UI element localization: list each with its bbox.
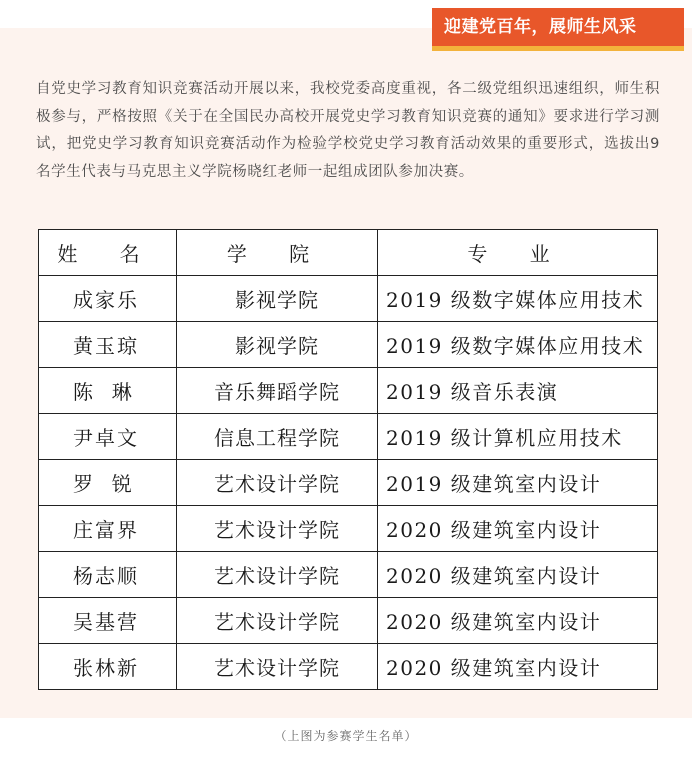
cell-college: 影视学院 — [177, 322, 378, 368]
cell-college: 影视学院 — [177, 276, 378, 322]
intro-paragraph: 自党史学习教育知识竞赛活动开展以来，我校党委高度重视，各二级党组织迅速组织，师生积极参与，严格按照《关于在全国民办高校开展党史学习教育知识竞赛的通知》要求进行学习测试，把党史学习教育知识竞赛活动作为检验学校党史学习教育活动效果的重要形式，选拔出9名学生代表与马克思主义学院杨晓红老师一起组成团队参加决赛。 — [36, 81, 660, 180]
table-row — [39, 506, 658, 552]
header-college: 学 院 — [177, 230, 378, 276]
cell-name: 罗 锐 — [39, 460, 177, 506]
cell-name: 陈 琳 — [39, 368, 177, 414]
cell-college: 信息工程学院 — [177, 414, 378, 460]
cell-major: 2019 级数字媒体应用技术 — [378, 276, 658, 322]
cell-name: 成家乐 — [39, 276, 177, 322]
cell-major: 2020 级建筑室内设计 — [378, 552, 658, 598]
section-banner: 迎建党百年，展师生风采 — [432, 8, 684, 46]
cell-name: 尹卓文 — [39, 414, 177, 460]
cell-college: 艺术设计学院 — [177, 460, 378, 506]
cell-college: 艺术设计学院 — [177, 598, 378, 644]
table-caption: （上图为参赛学生名单） — [274, 729, 418, 743]
cell-major: 2019 级计算机应用技术 — [378, 414, 658, 460]
table-row — [39, 644, 658, 690]
cell-college: 艺术设计学院 — [177, 552, 378, 598]
cell-college: 艺术设计学院 — [177, 506, 378, 552]
table-row — [39, 368, 658, 414]
table-row — [39, 598, 658, 644]
table-row — [39, 322, 658, 368]
participant-table — [38, 229, 658, 690]
table-header-row — [39, 230, 658, 276]
header-name: 姓 名 — [39, 230, 177, 276]
cell-college: 音乐舞蹈学院 — [177, 368, 378, 414]
cell-name: 庄富界 — [39, 506, 177, 552]
cell-major: 2020 级建筑室内设计 — [378, 644, 658, 690]
header-major: 专 业 — [378, 230, 658, 276]
cell-major: 2020 级建筑室内设计 — [378, 598, 658, 644]
cell-major: 2019 级数字媒体应用技术 — [378, 322, 658, 368]
table-row — [39, 276, 658, 322]
table-row — [39, 414, 658, 460]
cell-major: 2019 级建筑室内设计 — [378, 460, 658, 506]
table-row — [39, 460, 658, 506]
cell-name: 杨志顺 — [39, 552, 177, 598]
cell-name: 黄玉琼 — [39, 322, 177, 368]
cell-name: 吴基营 — [39, 598, 177, 644]
cell-college: 艺术设计学院 — [177, 644, 378, 690]
cell-name: 张林新 — [39, 644, 177, 690]
table-row — [39, 552, 658, 598]
cell-major: 2020 级建筑室内设计 — [378, 506, 658, 552]
cell-major: 2019 级音乐表演 — [378, 368, 658, 414]
